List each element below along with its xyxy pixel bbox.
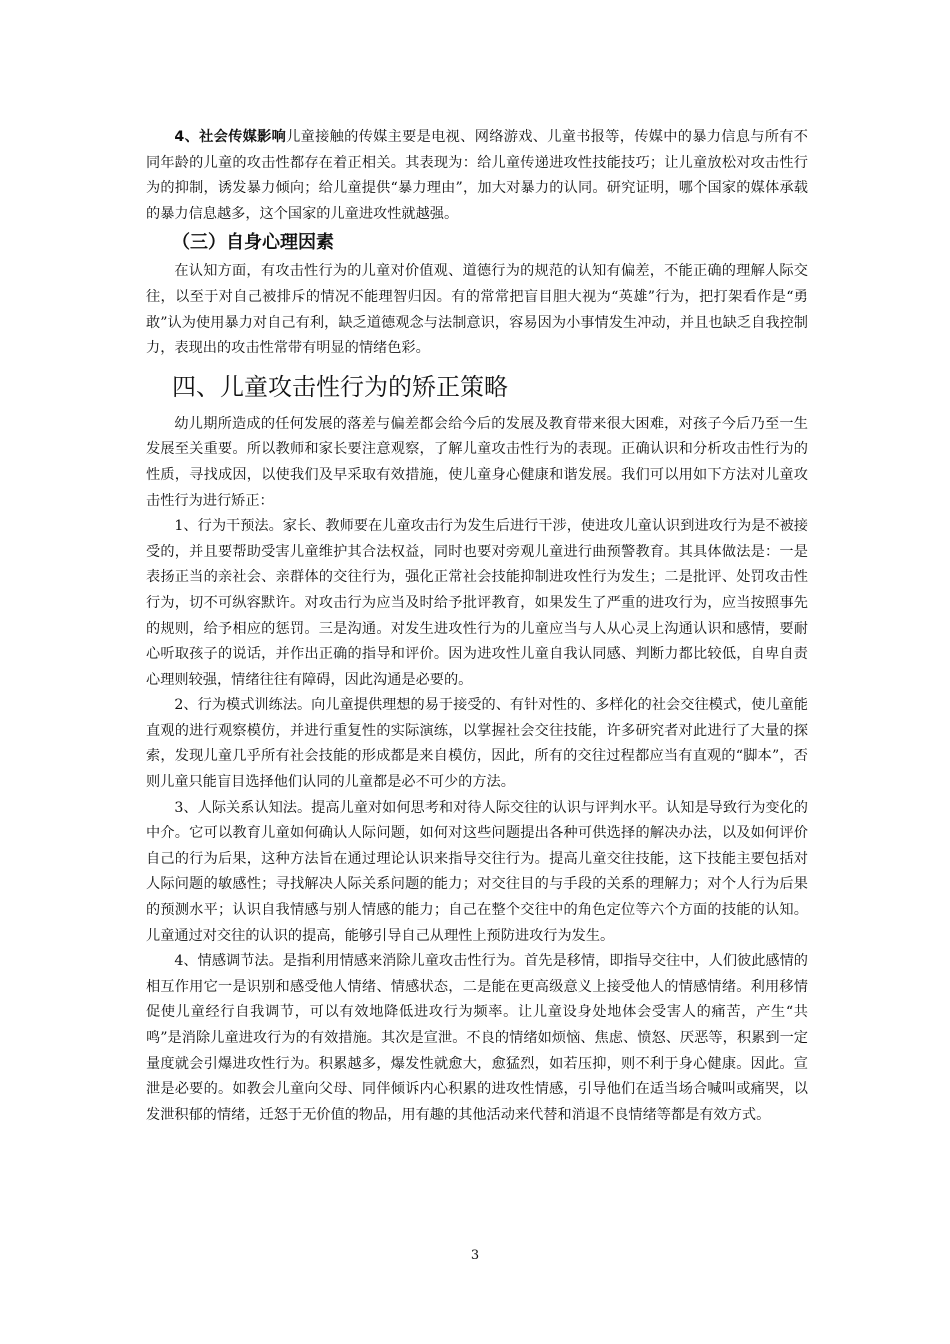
method4-paragraph: 4、情感调节法。是指利用情感来消除儿童攻击性行为。首先是移情，即指导交往中，人们彼此感情的相互作用它一是识别和感受他人情绪、情感状态，二是能在更高级意义上接受他人的情感情绪。利用移情促使儿童经行自我调节，可以有效地降低进攻行为频率。让儿童设身处地体会受害人的痛苦，产生“共鸣”是消除儿童进攻行为的有效措施。其次是宣泄。不良的情绪如烦恼、焦虑、愤怒、厌恶等，积累到一定量度就会引爆进攻性行为。积累越多，爆发性就愈大，愈猛烈，如若压抑，则不利于身心健康。因此。宣泄是必要的。如教会儿童向父母、同伴倾诉内心积累的进攻性情感，引导他们在适当场合喊叫或痛哭，以发泄积郁的情绪，迁怒于无价值的物品，用有趣的其他活动来代替和消退不良情绪等都是有效方式。 bbox=[146, 953, 808, 1123]
subheading-self-psychology: （三）自身心理因素 bbox=[172, 232, 334, 254]
page-content bbox=[146, 125, 808, 1128]
method2-paragraph: 2、行为模式训练法。向儿童提供理想的易于接受的、有针对性的、多样化的社会交往模式，使儿童能直观的进行观察模仿，并进行重复性的实际演练，以掌握社会交往技能，许多研究者对此进行了大量的探索，发现儿童几乎所有社会技能的形成都是来自模仿，因此，所有的交往过程都应当有直观的“脚本”，否则儿童只能盲目选择他们认同的儿童都是必不可少的方法。 bbox=[146, 697, 808, 791]
section4-paragraph bbox=[146, 125, 808, 227]
psych-paragraph: 在认知方面，有攻击性行为的儿童对价值观、道德行为的规范的认知有偏差，不能正确的理解人际交往，以至于对自己被排斥的情况不能理智归因。有的常常把盲目胆大视为“英雄”行为，把打架看作是“勇敢”认为使用暴力对自己有利，缺乏道德观念与法制意识，容易因为小事情发生冲动，并且也缺乏自我控制力，表现出的攻击性常带有明显的情绪色彩。 bbox=[146, 263, 808, 357]
chapter4-title: 四、儿童攻击性行为的矫正策略 bbox=[172, 372, 508, 401]
page-number: 3 bbox=[470, 1248, 480, 1263]
section4-lead: 4、社会传媒影响 bbox=[174, 129, 287, 145]
section4-text: 儿童接触的传媒主要是电视、网络游戏、儿童书报等，传媒中的暴力信息与所有不同年龄的儿童的攻击性都存在着正相关。其表现为：给儿童传递进攻性技能技巧；让儿童放松对攻击性行为的抑制，诱发暴力倾向；给儿童提供“暴力理由”，加大对暴力的认同。研究证明，哪个国家的媒体承载的暴力信息越多，这个国家的儿童进攻性就越强。 bbox=[146, 129, 808, 222]
intro-paragraph: 幼儿期所造成的任何发展的落差与偏差都会给今后的发展及教育带来很大困难，对孩子今后乃至一生发展至关重要。所以教师和家长要注意观察，了解儿童攻击性行为的表现。正确认识和分析攻击性行为的性质，寻找成因，以使我们及早采取有效措施，使儿童身心健康和谐发展。我们可以用如下方法对儿童攻击性行为进行矫正： bbox=[146, 415, 808, 509]
method1-paragraph: 1、行为干预法。家长、教师要在儿童攻击行为发生后进行干涉，使进攻儿童认识到进攻行为是不被接受的，并且要帮助受害儿童维护其合法权益，同时也要对旁观儿童进行曲预警教育。其具体做法是：一是表扬正当的亲社会、亲群体的交往行为，强化正常社会技能抑制进攻性行为发生；二是批评、处罚攻击性行为，切不可纵容默许。对攻击行为应当及时给予批评教育，如果发生了严重的进攻行为，应当按照事先的规则，给予相应的惩罚。三是沟通。对发生进攻性行为的儿童应当与人从心灵上沟通认识和感情，要耐心听取孩子的说话，并作出正确的指导和评价。因为进攻性儿童自我认同感、判断力都比较低，自卑自责心理则较强，情绪往往有障碍，因此沟通是必要的。 bbox=[146, 518, 808, 688]
method3-paragraph: 3、人际关系认知法。提高儿童对如何思考和对待人际交往的认识与评判水平。认知是导致行为变化的中介。它可以教育儿童如何确认人际问题，如何对这些问题提出各种可供选择的解决办法，以及如何评价自己的行为后果，这种方法旨在通过理论认识来指导交往行为。提高儿童交往技能，这下技能主要包括对人际问题的敏感性；寻找解决人际关系问题的能力；对交往目的与手段的关系的理解力；对个人行为后果的预测水平；认识自我情感与别人情感的能力；自己在整个交往中的角色定位等六个方面的技能的认知。儿童通过对交往的认识的提高，能够引导自己从理性上预防进攻行为发生。 bbox=[146, 799, 808, 944]
